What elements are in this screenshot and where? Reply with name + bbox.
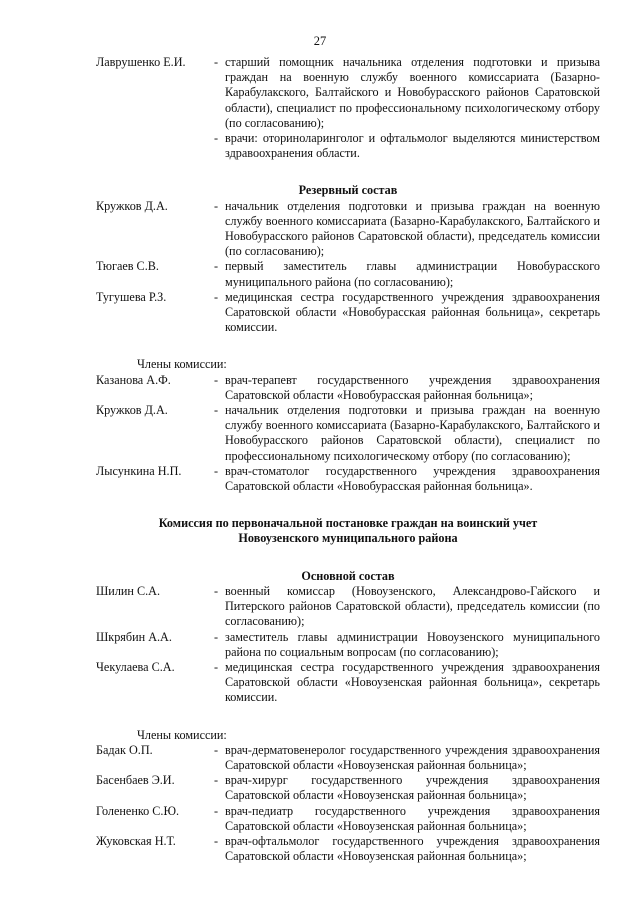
member-entry xyxy=(96,373,600,403)
commission-title: Комиссия по первоначальной постановке граждан на воинский учет xyxy=(158,516,538,531)
member-name: Басенбаев Э.И. xyxy=(96,773,175,788)
member-name: Шилин С.А. xyxy=(96,583,161,598)
member-entry xyxy=(96,660,600,706)
member-name: Лаврушенко Е.И. xyxy=(96,55,186,69)
document-body xyxy=(96,55,600,864)
member-name: Жуковская Н.Т. xyxy=(96,833,176,848)
member-name: Тугушева Р.З. xyxy=(96,289,167,304)
member-description xyxy=(214,55,600,161)
member-entry xyxy=(96,834,600,864)
member-role: - врач-стоматолог государственного учреждения здравоохранения Саратовской области «Новобурасская районная больница». xyxy=(214,463,600,494)
page-number: 27 xyxy=(313,34,327,48)
member-role: - старший помощник начальника отделения подготовки и призыва граждан на военную службу военного комиссариата (Базарно-Карабулакского, Балтайского и Новобурасского районов Саратовской области), специалист по профессиональному психологическому отбору (по согласованию); xyxy=(214,55,600,130)
member-role: - врач-педиатр государственного учреждения здравоохранения Саратовской области «Новоузенская районная больница»; xyxy=(214,803,600,833)
member-name: Чекулаева С.А. xyxy=(96,659,175,674)
members-label: Члены комиссии: xyxy=(137,727,227,742)
member-role: - врач-дерматовенеролог государственного учреждения здравоохранения Саратовской области «Новоузенская районная больница»; xyxy=(214,742,600,772)
member-role: - медицинская сестра государственного учреждения здравоохранения Саратовской области «Новоузенская районная больница», секретарь комиссии. xyxy=(214,659,600,705)
commission-title: Новоузенского муниципального района xyxy=(238,531,458,546)
member-entry xyxy=(96,773,600,803)
member-name: Лысункина Н.П. xyxy=(96,463,182,478)
member-role: - врач-хирург государственного учреждения здравоохранения Саратовской области «Новоузенская районная больница»; xyxy=(214,773,600,803)
member-entry xyxy=(96,199,600,260)
member-role: - первый заместитель главы администрации Новобурасского муниципального района (по согласованию); xyxy=(214,259,600,289)
member-role: - врачи: оториноларинголог и офтальмолог выделяются министерством здравоохранения области. xyxy=(214,131,600,161)
section-heading-main: Основной состав xyxy=(301,568,395,583)
member-name: Шкрябин А.А. xyxy=(96,629,172,644)
member-role: - заместитель главы администрации Новоузенского муниципального района по социальным вопросам (по согласованию); xyxy=(214,629,600,659)
member-entry xyxy=(96,403,600,464)
member-name: Тюгаев С.В. xyxy=(96,259,159,274)
member-role: - врач-офтальмолог государственного учреждения здравоохранения Саратовской области «Новоузенская районная больница»; xyxy=(214,833,600,864)
member-entry xyxy=(96,630,600,660)
member-entry xyxy=(96,743,600,773)
member-entry xyxy=(96,584,600,630)
member-role: - военный комиссар (Новоузенского, Александрово-Гайского и Питерского районов Саратовской области), председатель комиссии (по согласованию); xyxy=(214,583,600,629)
member-role: - медицинская сестра государственного учреждения здравоохранения Саратовской области «Новобурасская районная больница», секретарь комиссии. xyxy=(214,289,600,335)
section-heading-reserve: Резервный состав xyxy=(298,183,398,198)
member-entry xyxy=(96,290,600,336)
member-role: - начальник отделения подготовки и призыва граждан на военную службу военного комиссариата (Базарно-Карабулакского, Балтайского и Новобурасского районов Саратовской области), специалист по профессиональному психологическому отбору (по согласованию); xyxy=(214,403,600,463)
member-role: - врач-терапевт государственного учреждения здравоохранения Саратовской области «Новобурасская районная больница»; xyxy=(214,372,600,402)
member-entry xyxy=(96,804,600,834)
member-name: Кружков Д.А. xyxy=(96,198,168,213)
member-name: Казанова А.Ф. xyxy=(96,372,171,387)
member-entry xyxy=(96,464,600,494)
members-label: Члены комиссии: xyxy=(137,357,227,372)
member-name: Голененко С.Ю. xyxy=(96,803,180,818)
member-name: Кружков Д.А. xyxy=(96,403,168,418)
member-entry xyxy=(96,259,600,289)
member-role: - начальник отделения подготовки и призыва граждан на военную службу военного комиссариата (Базарно-Карабулакского, Балтайского и Новобурасского районов Саратовской области), председатель комиссии (по согласованию); xyxy=(214,198,600,259)
member-name: Бадак О.П. xyxy=(96,742,153,757)
member-entry xyxy=(96,55,600,161)
